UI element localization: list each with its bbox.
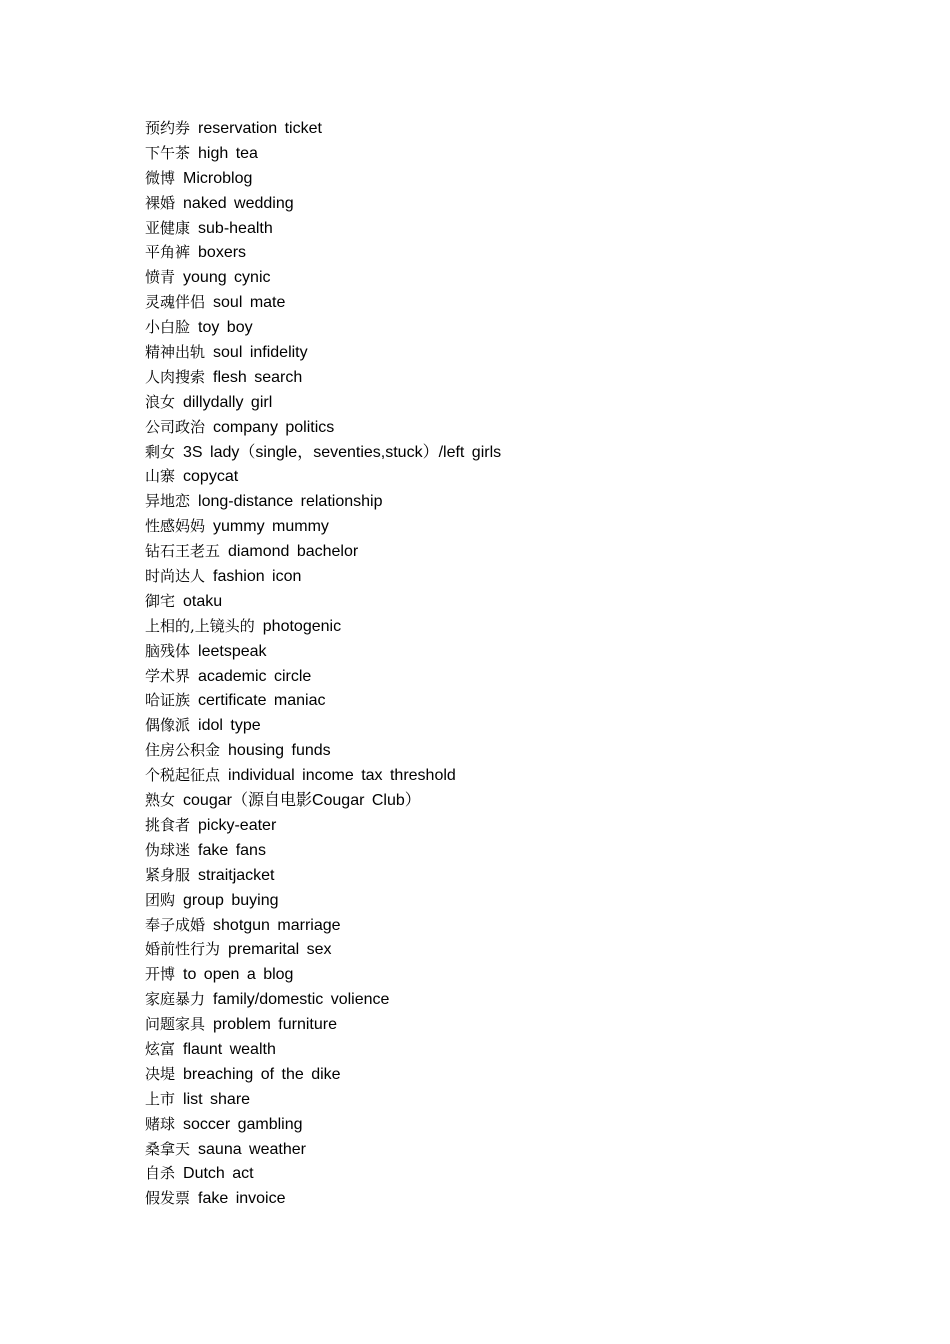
term-chinese: 裸婚 (145, 193, 176, 212)
term-chinese: 人肉搜索 (145, 367, 206, 386)
term-chinese: 自杀 (145, 1164, 176, 1183)
term-row (145, 265, 501, 290)
term-english: to open a blog (183, 966, 294, 984)
term-chinese: 脑残体 (145, 641, 191, 660)
term-chinese: 公司政治 (145, 417, 206, 436)
term-english: photogenic (262, 617, 342, 635)
term-row (145, 962, 501, 987)
term-row (145, 763, 501, 788)
term-row (145, 464, 501, 489)
term-chinese: 炫富 (145, 1039, 176, 1058)
term-english: flesh search (213, 368, 303, 386)
term-english: fashion icon (213, 568, 302, 586)
term-chinese: 小白脸 (145, 318, 191, 337)
term-chinese: 御宅 (145, 591, 176, 610)
term-english: copycat (183, 468, 239, 486)
term-row (145, 1087, 501, 1112)
term-row (145, 788, 501, 813)
term-row (145, 539, 501, 564)
term-chinese: 愤青 (145, 268, 176, 287)
term-chinese: 桑拿天 (145, 1139, 191, 1158)
term-chinese: 剩女 (145, 442, 176, 461)
term-row (145, 390, 501, 415)
term-english: sauna weather (198, 1140, 306, 1158)
term-row (145, 290, 501, 315)
term-english: cougar（源自电影Cougar Club） (183, 792, 421, 810)
term-english: certificate maniac (198, 692, 326, 710)
term-english: individual income tax threshold (228, 767, 456, 785)
term-chinese: 预约券 (145, 119, 191, 137)
term-english: premarital sex (228, 941, 332, 959)
term-chinese: 赌球 (145, 1114, 176, 1133)
term-row (145, 913, 501, 938)
term-chinese: 假发票 (145, 1189, 191, 1208)
term-row (145, 191, 501, 216)
term-chinese: 异地恋 (145, 492, 191, 511)
term-chinese: 时尚达人 (145, 567, 206, 586)
term-row (145, 888, 501, 913)
term-row (145, 1037, 501, 1062)
term-row (145, 415, 501, 440)
term-row (145, 813, 501, 838)
term-english: young cynic (183, 269, 271, 287)
term-english: shotgun marriage (213, 916, 341, 934)
term-row (145, 564, 501, 589)
term-english: housing funds (228, 742, 331, 760)
term-chinese: 偶像派 (145, 716, 191, 735)
term-row (145, 1161, 501, 1186)
term-chinese: 问题家具 (145, 1015, 206, 1034)
term-row (145, 141, 501, 166)
term-english: reservation ticket (198, 120, 322, 137)
term-english: high tea (198, 144, 258, 162)
term-chinese: 开博 (145, 965, 176, 984)
term-english: company politics (213, 418, 335, 436)
term-english: yummy mummy (213, 518, 329, 536)
term-chinese: 团购 (145, 890, 176, 909)
term-chinese: 亚健康 (145, 218, 191, 237)
term-english: academic circle (198, 667, 312, 685)
term-row (145, 315, 501, 340)
term-row (145, 987, 501, 1012)
term-chinese: 决堤 (145, 1064, 176, 1083)
term-english: sub-health (198, 219, 273, 237)
term-english: family/domestic volience (213, 991, 390, 1009)
term-chinese: 熟女 (145, 791, 176, 810)
term-english: straitjacket (198, 866, 275, 884)
term-list (145, 116, 501, 1211)
term-row (145, 216, 501, 241)
term-row (145, 937, 501, 962)
term-chinese: 钻石王老五 (145, 542, 221, 561)
term-english: toy boy (198, 319, 253, 337)
term-chinese: 精神出轨 (145, 343, 206, 362)
term-chinese: 伪球迷 (145, 840, 191, 859)
term-chinese: 学术界 (145, 666, 191, 685)
term-english: naked wedding (183, 194, 294, 212)
term-english: list share (183, 1090, 251, 1108)
term-row (145, 1012, 501, 1037)
term-row (145, 738, 501, 763)
term-english: boxers (198, 244, 247, 262)
term-row (145, 240, 501, 265)
term-chinese: 上市 (145, 1089, 176, 1108)
term-row (145, 1137, 501, 1162)
term-chinese: 家庭暴力 (145, 990, 206, 1009)
term-english: breaching of the dike (183, 1065, 341, 1083)
term-chinese: 个税起征点 (145, 766, 221, 785)
term-chinese: 平角裤 (145, 243, 191, 262)
term-english: 3S lady（single，seventies,stuck）/left girls (183, 443, 502, 461)
term-english: fake invoice (198, 1190, 286, 1208)
term-chinese: 住房公积金 (145, 741, 221, 760)
term-row (145, 589, 501, 614)
term-english: picky-eater (198, 816, 277, 834)
term-row (145, 514, 501, 539)
term-chinese: 浪女 (145, 392, 176, 411)
term-row (145, 166, 501, 191)
term-english: fake fans (198, 841, 266, 859)
term-english: Dutch act (183, 1165, 254, 1183)
term-row (145, 340, 501, 365)
term-chinese: 哈证族 (145, 691, 191, 710)
term-row (145, 688, 501, 713)
term-row (145, 365, 501, 390)
term-chinese: 灵魂伴侣 (145, 293, 206, 312)
term-row (145, 1062, 501, 1087)
term-row (145, 838, 501, 863)
term-row (145, 489, 501, 514)
term-english: long-distance relationship (198, 493, 383, 511)
term-english: idol type (198, 717, 261, 735)
term-chinese: 微博 (145, 168, 176, 187)
term-english: dillydally girl (183, 393, 273, 411)
term-english: soul mate (213, 294, 286, 312)
term-chinese: 紧身服 (145, 865, 191, 884)
term-chinese: 上相的,上镜头的 (145, 616, 255, 635)
term-row (145, 664, 501, 689)
term-english: soccer gambling (183, 1115, 303, 1133)
term-row (145, 863, 501, 888)
term-chinese: 下午茶 (145, 143, 191, 162)
term-english: group buying (183, 891, 279, 909)
term-chinese: 婚前性行为 (145, 940, 221, 959)
term-english: soul infidelity (213, 344, 308, 362)
term-chinese: 山寨 (145, 467, 176, 486)
term-row (145, 1186, 501, 1211)
term-row (145, 614, 501, 639)
term-english: leetspeak (198, 642, 267, 660)
term-english: problem furniture (213, 1016, 337, 1034)
term-english: otaku (183, 592, 223, 610)
term-row (145, 1112, 501, 1137)
term-row (145, 713, 501, 738)
term-english: diamond bachelor (228, 543, 359, 561)
term-row (145, 639, 501, 664)
term-chinese: 奉子成婚 (145, 915, 206, 934)
term-row (145, 440, 501, 465)
term-chinese: 性感妈妈 (145, 517, 206, 536)
term-english: flaunt wealth (183, 1040, 276, 1058)
term-chinese: 挑食者 (145, 815, 191, 834)
term-row (145, 116, 501, 141)
term-english: Microblog (183, 169, 253, 187)
